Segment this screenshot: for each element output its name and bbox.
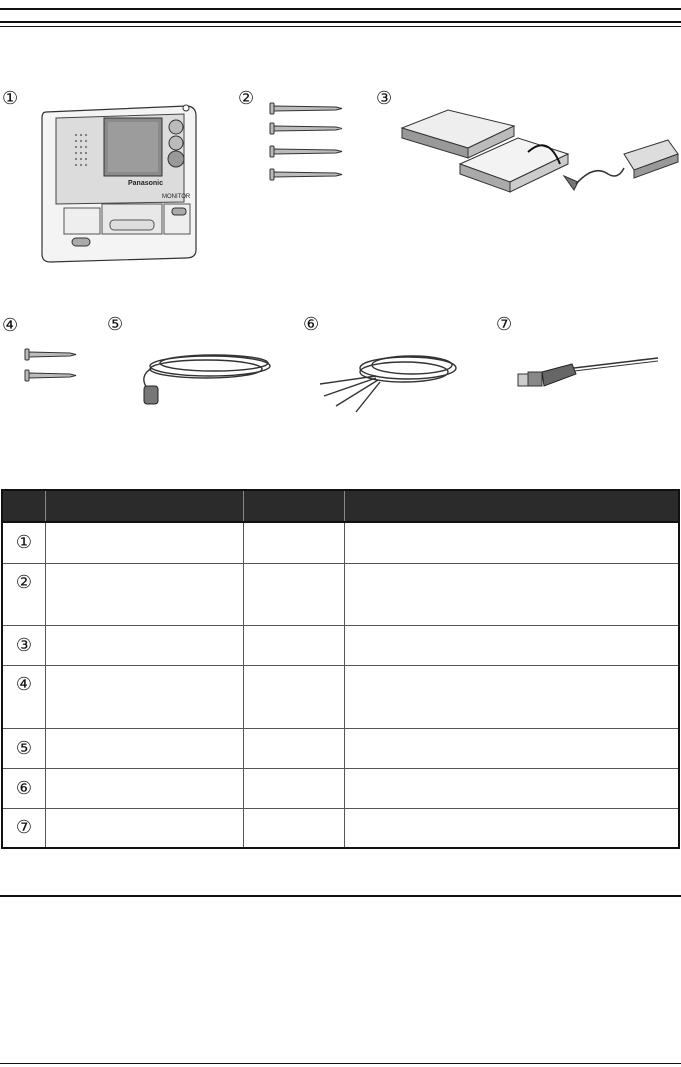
wire-bundle-illustration	[316, 348, 461, 414]
item-marker-5: ⑤	[107, 314, 124, 335]
item-marker-3: ③	[376, 88, 393, 109]
table-header-cell	[2, 490, 46, 522]
table-row-number: ③	[2, 625, 46, 665]
table-row-number: ⑦	[2, 808, 46, 848]
item-marker-2: ②	[238, 88, 255, 109]
table-row	[2, 768, 679, 808]
table-row-number: ①	[2, 522, 46, 563]
connector-cable-illustration	[130, 346, 275, 408]
table-row	[2, 665, 679, 728]
table-row-number: ⑥	[2, 768, 46, 808]
table-row	[2, 728, 679, 768]
table-row-number: ④	[2, 665, 46, 728]
header-rule-middle	[0, 21, 681, 23]
probe-sensor-illustration	[512, 356, 662, 392]
table-row	[2, 522, 679, 563]
power-supply-illustration	[398, 104, 680, 199]
item-marker-6: ⑥	[303, 314, 320, 335]
footer-rule	[0, 1063, 681, 1064]
table-header-cell	[46, 490, 244, 522]
item-marker-1: ①	[2, 88, 19, 109]
header-rule-bottom	[0, 26, 681, 27]
section-divider	[0, 895, 681, 897]
item-marker-4: ④	[2, 315, 19, 336]
table-row-number: ②	[2, 563, 46, 625]
header-rule-top	[0, 8, 681, 10]
device-brand-label: Panasonic	[128, 180, 164, 187]
long-screws-illustration	[262, 100, 347, 185]
table-row-number: ⑤	[2, 728, 46, 768]
table-row	[2, 808, 679, 848]
table-header-row	[2, 490, 679, 522]
table-row	[2, 563, 679, 625]
table-header-cell	[345, 490, 680, 522]
video-monitor-illustration	[36, 100, 206, 265]
device-monitor-label: MONITOR	[162, 194, 191, 200]
table-header-cell	[244, 490, 345, 522]
item-marker-7: ⑦	[496, 314, 513, 335]
short-screws-illustration	[22, 346, 82, 386]
parts-table	[1, 489, 680, 849]
table-row	[2, 625, 679, 665]
